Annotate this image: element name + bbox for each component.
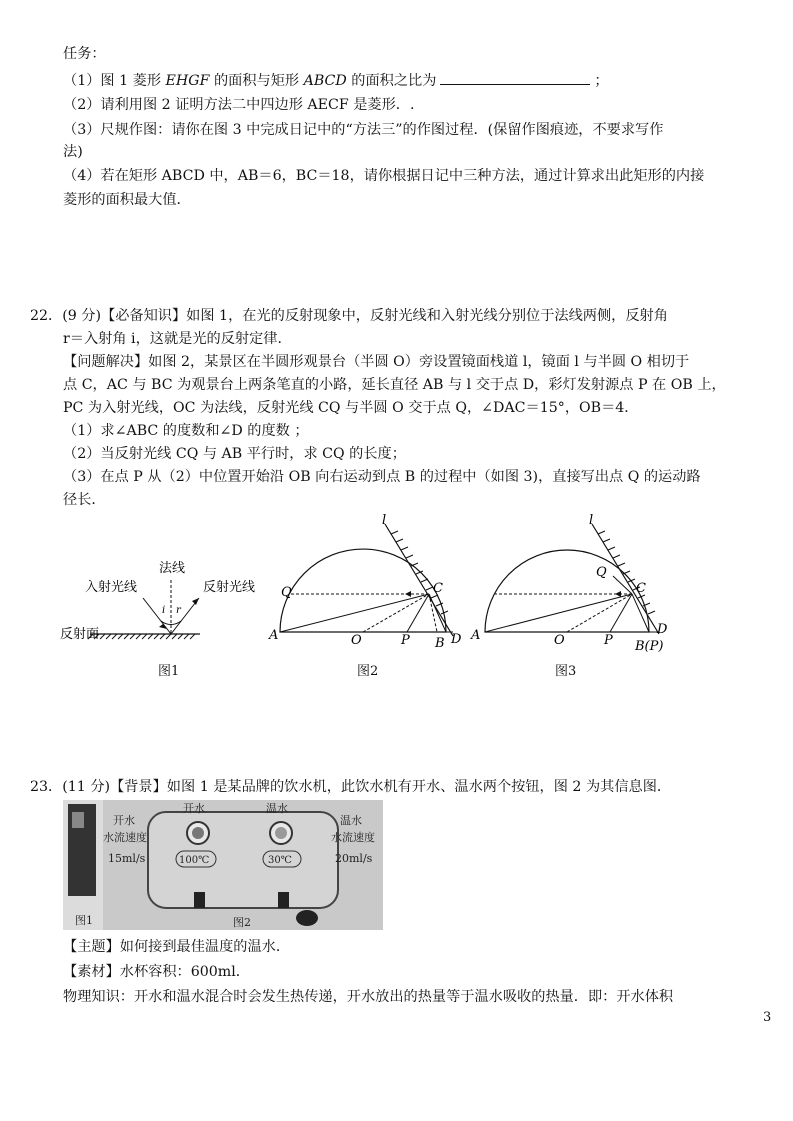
warm-button-center (275, 827, 287, 839)
semicircle (485, 550, 649, 632)
fig1-reflection-diagram (55, 550, 255, 680)
q23-line-1: 23．(11 分)【背景】如图 1 是某品牌的饮水机，此饮水机有开水、温水两个按钮，图 2 为其信息图． (30, 779, 672, 795)
hot-flow-subtitle: 水流速度 (103, 831, 147, 844)
q21-item-1-mid: 的面积与矩形 (209, 73, 304, 89)
q21-item-1-post: 的面积之比为 (346, 73, 437, 89)
reflected-label: 反射光线 (203, 580, 255, 595)
q22-line-2: r＝入射角 i，这就是光的反射定律． (63, 331, 292, 347)
point-a-label: A (471, 628, 481, 643)
mirror-hatching (88, 634, 195, 639)
point-c-label: C (433, 581, 443, 596)
angle-i-label: i (162, 605, 166, 616)
q23-topic: 【主题】如何接到最佳温度的温水． (63, 939, 291, 955)
semicircle (280, 549, 446, 632)
point-b-label: B(P) (635, 639, 664, 654)
reflection-arrow-icon (405, 591, 411, 597)
hot-button-label: 开水 (183, 802, 205, 815)
q21-item-1-em2: ABCD (303, 73, 347, 89)
point-o-label: O (351, 633, 362, 648)
fig3-diagram (465, 512, 680, 657)
q22-line-6: （1）求∠ABC 的度数和∠D 的度数 ； (63, 423, 309, 439)
fig2-diagram (265, 512, 475, 652)
q21-item-1-em: EHGF (165, 73, 210, 89)
warm-button-label: 温水 (266, 802, 288, 815)
incident-pc (610, 594, 632, 632)
q23-physics: 物理知识：开水和温水混合时会发生热传递，开水放出的热量等于温水吸收的热量．即：开水体积 (63, 989, 674, 1005)
q22-line-8: （3）在点 P 从（2）中位置开始沿 OB 向右运动到点 B 的过程中（如图 3)，直接写出点 Q 的运动路 (63, 469, 701, 485)
normal-label: 法线 (159, 561, 186, 576)
warm-flow-subtitle: 水流速度 (331, 831, 375, 844)
point-d-label: D (657, 622, 668, 637)
reflection-arrow-icon (615, 591, 621, 597)
point-o-label: O (554, 633, 565, 648)
mirror-line-l (385, 524, 453, 636)
q21-item-1 (63, 70, 609, 91)
fig3-caption: 图3 (555, 664, 577, 679)
point-b-label: B (435, 636, 445, 651)
hot-outlet (194, 892, 205, 908)
water-dispenser-figure (63, 800, 383, 930)
q21-item-4: （4）若在矩形 ABCD 中，AB＝6，BC＝18，请你根据日记中三种方法，通过计算求出此矩形的内接 (63, 168, 705, 184)
line-l-label: l (589, 513, 594, 528)
q22-line-9: 径长． (63, 492, 106, 508)
q22-line-7: （2）当反射光线 CQ 与 AB 平行时，求 CQ 的长度； (63, 446, 406, 462)
q21-item-2: （2）请利用图 2 证明方法二中四边形 AECF 是菱形．. (63, 97, 415, 113)
point-d-label: D (451, 632, 462, 647)
incident-pc (407, 594, 429, 632)
segment-oc (567, 594, 632, 632)
photo-fig1-label: 图1 (75, 914, 93, 927)
segment-cd-aux (429, 594, 437, 632)
dispenser-tap-icon (72, 812, 84, 828)
q23-material: 【素材】水杯容积：600ml． (63, 964, 250, 980)
q21-item-3: （3）尺规作图：请你在图 3 中完成日记中的“方法三”的作图过程．(保留作图痕迹，不要求写作 (63, 122, 664, 138)
q21-item-1-tail: ； (594, 73, 609, 89)
q21-item-3-cont: 法) (63, 144, 83, 160)
q21-item-4-cont: 菱形的面积最大值． (63, 192, 191, 208)
hot-temp-value: 100℃ (179, 855, 210, 866)
incident-label: 入射光线 (85, 580, 138, 595)
q22-line-4: 点 C，AC 与 BC 为观景台上两条笔直的小路，延长直径 AB 与 l 交于点 D，彩灯发射源点 P 在 OB 上， (63, 377, 726, 393)
warm-flow-title: 温水 (340, 814, 362, 827)
line-l-label: l (382, 513, 387, 528)
warm-temp-value: 30℃ (268, 855, 292, 866)
q22-line-1: 22．(9 分)【必备知识】如图 1，在光的反射现象中，反射光线和入射光线分别位于法线两侧，反射角 (30, 308, 668, 324)
q22-line-3: 【问题解决】如图 2，某景区在半圆形观景台（半圆 O）旁设置镜面栈道 l，镜面 l 与半圆 O 相切于 (63, 354, 690, 370)
angle-r-label: r (176, 605, 181, 616)
warm-outlet (278, 892, 289, 908)
segment-oc (363, 594, 429, 632)
warm-flow-value: 20ml/s (335, 852, 373, 865)
point-c-label: C (636, 581, 646, 596)
hot-button-center (192, 827, 204, 839)
q22-line-5: PC 为入射光线，OC 为法线，反射光线 CQ 与半圆 O 交于点 Q，∠DAC＝15°，OB＝4． (63, 400, 639, 416)
segment-ac (485, 594, 632, 632)
hot-flow-title: 开水 (113, 814, 135, 827)
reflected-arrow-icon (192, 598, 199, 605)
point-q-label: Q (596, 565, 607, 580)
surface-label: 反射面 (60, 627, 100, 642)
answer-blank[interactable] (440, 70, 590, 85)
task-title: 任务： (63, 46, 106, 62)
point-a-label: A (269, 628, 279, 643)
point-q-label: Q (281, 585, 292, 600)
fig2-caption: 图2 (357, 664, 379, 679)
incident-ray (143, 598, 171, 634)
segment-ac (280, 594, 429, 632)
page-number: 3 (763, 1010, 772, 1025)
photo-fig2-label: 图2 (233, 916, 251, 929)
cup-silhouette (296, 910, 318, 926)
point-p-label: P (401, 633, 410, 648)
point-p-label: P (604, 633, 613, 648)
q21-item-1-pre: （1）图 1 菱形 (63, 73, 166, 89)
fig1-caption: 图1 (158, 664, 180, 679)
hot-flow-value: 15ml/s (108, 852, 146, 865)
